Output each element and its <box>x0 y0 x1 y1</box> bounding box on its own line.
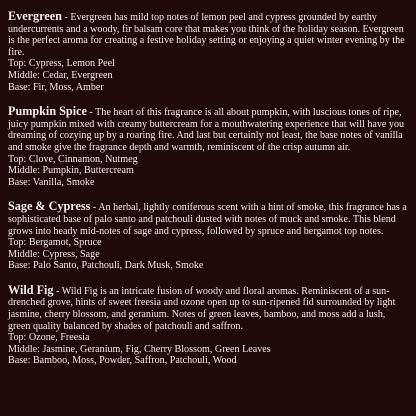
sage-cypress-middle-notes: Middle: Cypress, Sage <box>8 248 100 260</box>
pumpkin-spice-top-notes: Top: Clove, Cinnamon, Nutmeg <box>8 153 138 165</box>
pumpkin-spice-base-notes: Base: Vanilla, Smoke <box>8 176 95 188</box>
evergreen-base-notes: Base: Fir, Moss, Amber <box>8 81 104 93</box>
section-sage-cypress <box>8 201 410 272</box>
pumpkin-spice-name: Pumpkin Spice <box>8 104 87 119</box>
evergreen-name: Evergreen <box>8 9 62 23</box>
pumpkin-spice-description: - The heart of this fragrance is all about pumpkin, with luscious tones of ripe, juicy pumpkin mixed with creamy buttercream for a mouthwatering experience that will have you dreaming of cozying up by a roaring fire. And last but certainly not least, the base notes of vanilla and smoke give the fragrance depth and warmth, reminiscent of the crisp autumn air. <box>8 107 405 153</box>
pumpkin-spice-middle-notes: Middle: Pumpkin, Buttercream <box>8 165 134 177</box>
evergreen-description-paragraph <box>8 11 410 58</box>
wild-fig-description-paragraph <box>8 282 410 332</box>
section-pumpkin-spice <box>8 106 410 188</box>
sage-cypress-description-paragraph <box>8 201 410 237</box>
evergreen-middle-notes: Middle: Cedar, Evergreen <box>8 69 113 81</box>
section-wild-fig <box>8 282 410 367</box>
sage-cypress-base-notes: Base: Palo Santo, Patchouli, Dark Musk, Smoke <box>8 260 204 272</box>
evergreen-description: - Evergreen has mild top notes of lemon peel and cypress grounded by earthy undercurrents and a woody, fir balsam core that makes you think of the holiday season. Evergreen is the perfect aroma for creating a festive holiday setting or enjoying a quiet winter evening by the fire. <box>8 12 405 58</box>
sage-cypress-top-notes: Top: Bergamot, Spruce <box>8 237 102 249</box>
evergreen-top-notes: Top: Cypress, Lemon Peel <box>8 58 115 70</box>
wild-fig-middle-notes: Middle: Jasmine, Geranium, Fig, Cherry Blossom, Green Leaves <box>8 343 271 355</box>
wild-fig-base-notes: Base: Bamboo, Moss, Powder, Saffron, Patchouli, Wood <box>8 355 237 367</box>
wild-fig-name: Wild Fig <box>8 282 54 297</box>
section-evergreen <box>8 11 410 93</box>
sage-cypress-name: Sage & Cypress <box>8 199 91 214</box>
pumpkin-spice-description-paragraph <box>8 106 410 153</box>
wild-fig-description: - Wild Fig is an intricate fusion of woody and floral aromas. Reminiscent of a sun-drenched grove, hints of sweet freesia and ozone open up to sun-ripened fid surrounded by light jasmine, cherry blossom, and geranium. Notes of green leaves, bamboo, and moss add a lush, green quality balanced by shades of patchouli and saffron. <box>8 285 396 332</box>
sage-cypress-description: - An herbal, lightly coniferous scent with a hint of smoke, this fragrance has a sophisticated base of palo santo and patchouli dusted with notes of muck and smoke. This blend grows into heady mid-notes of sage and cypress, followed by spruce and bergamot top notes. <box>8 202 407 237</box>
wild-fig-top-notes: Top: Ozone, Freesia <box>8 332 90 344</box>
